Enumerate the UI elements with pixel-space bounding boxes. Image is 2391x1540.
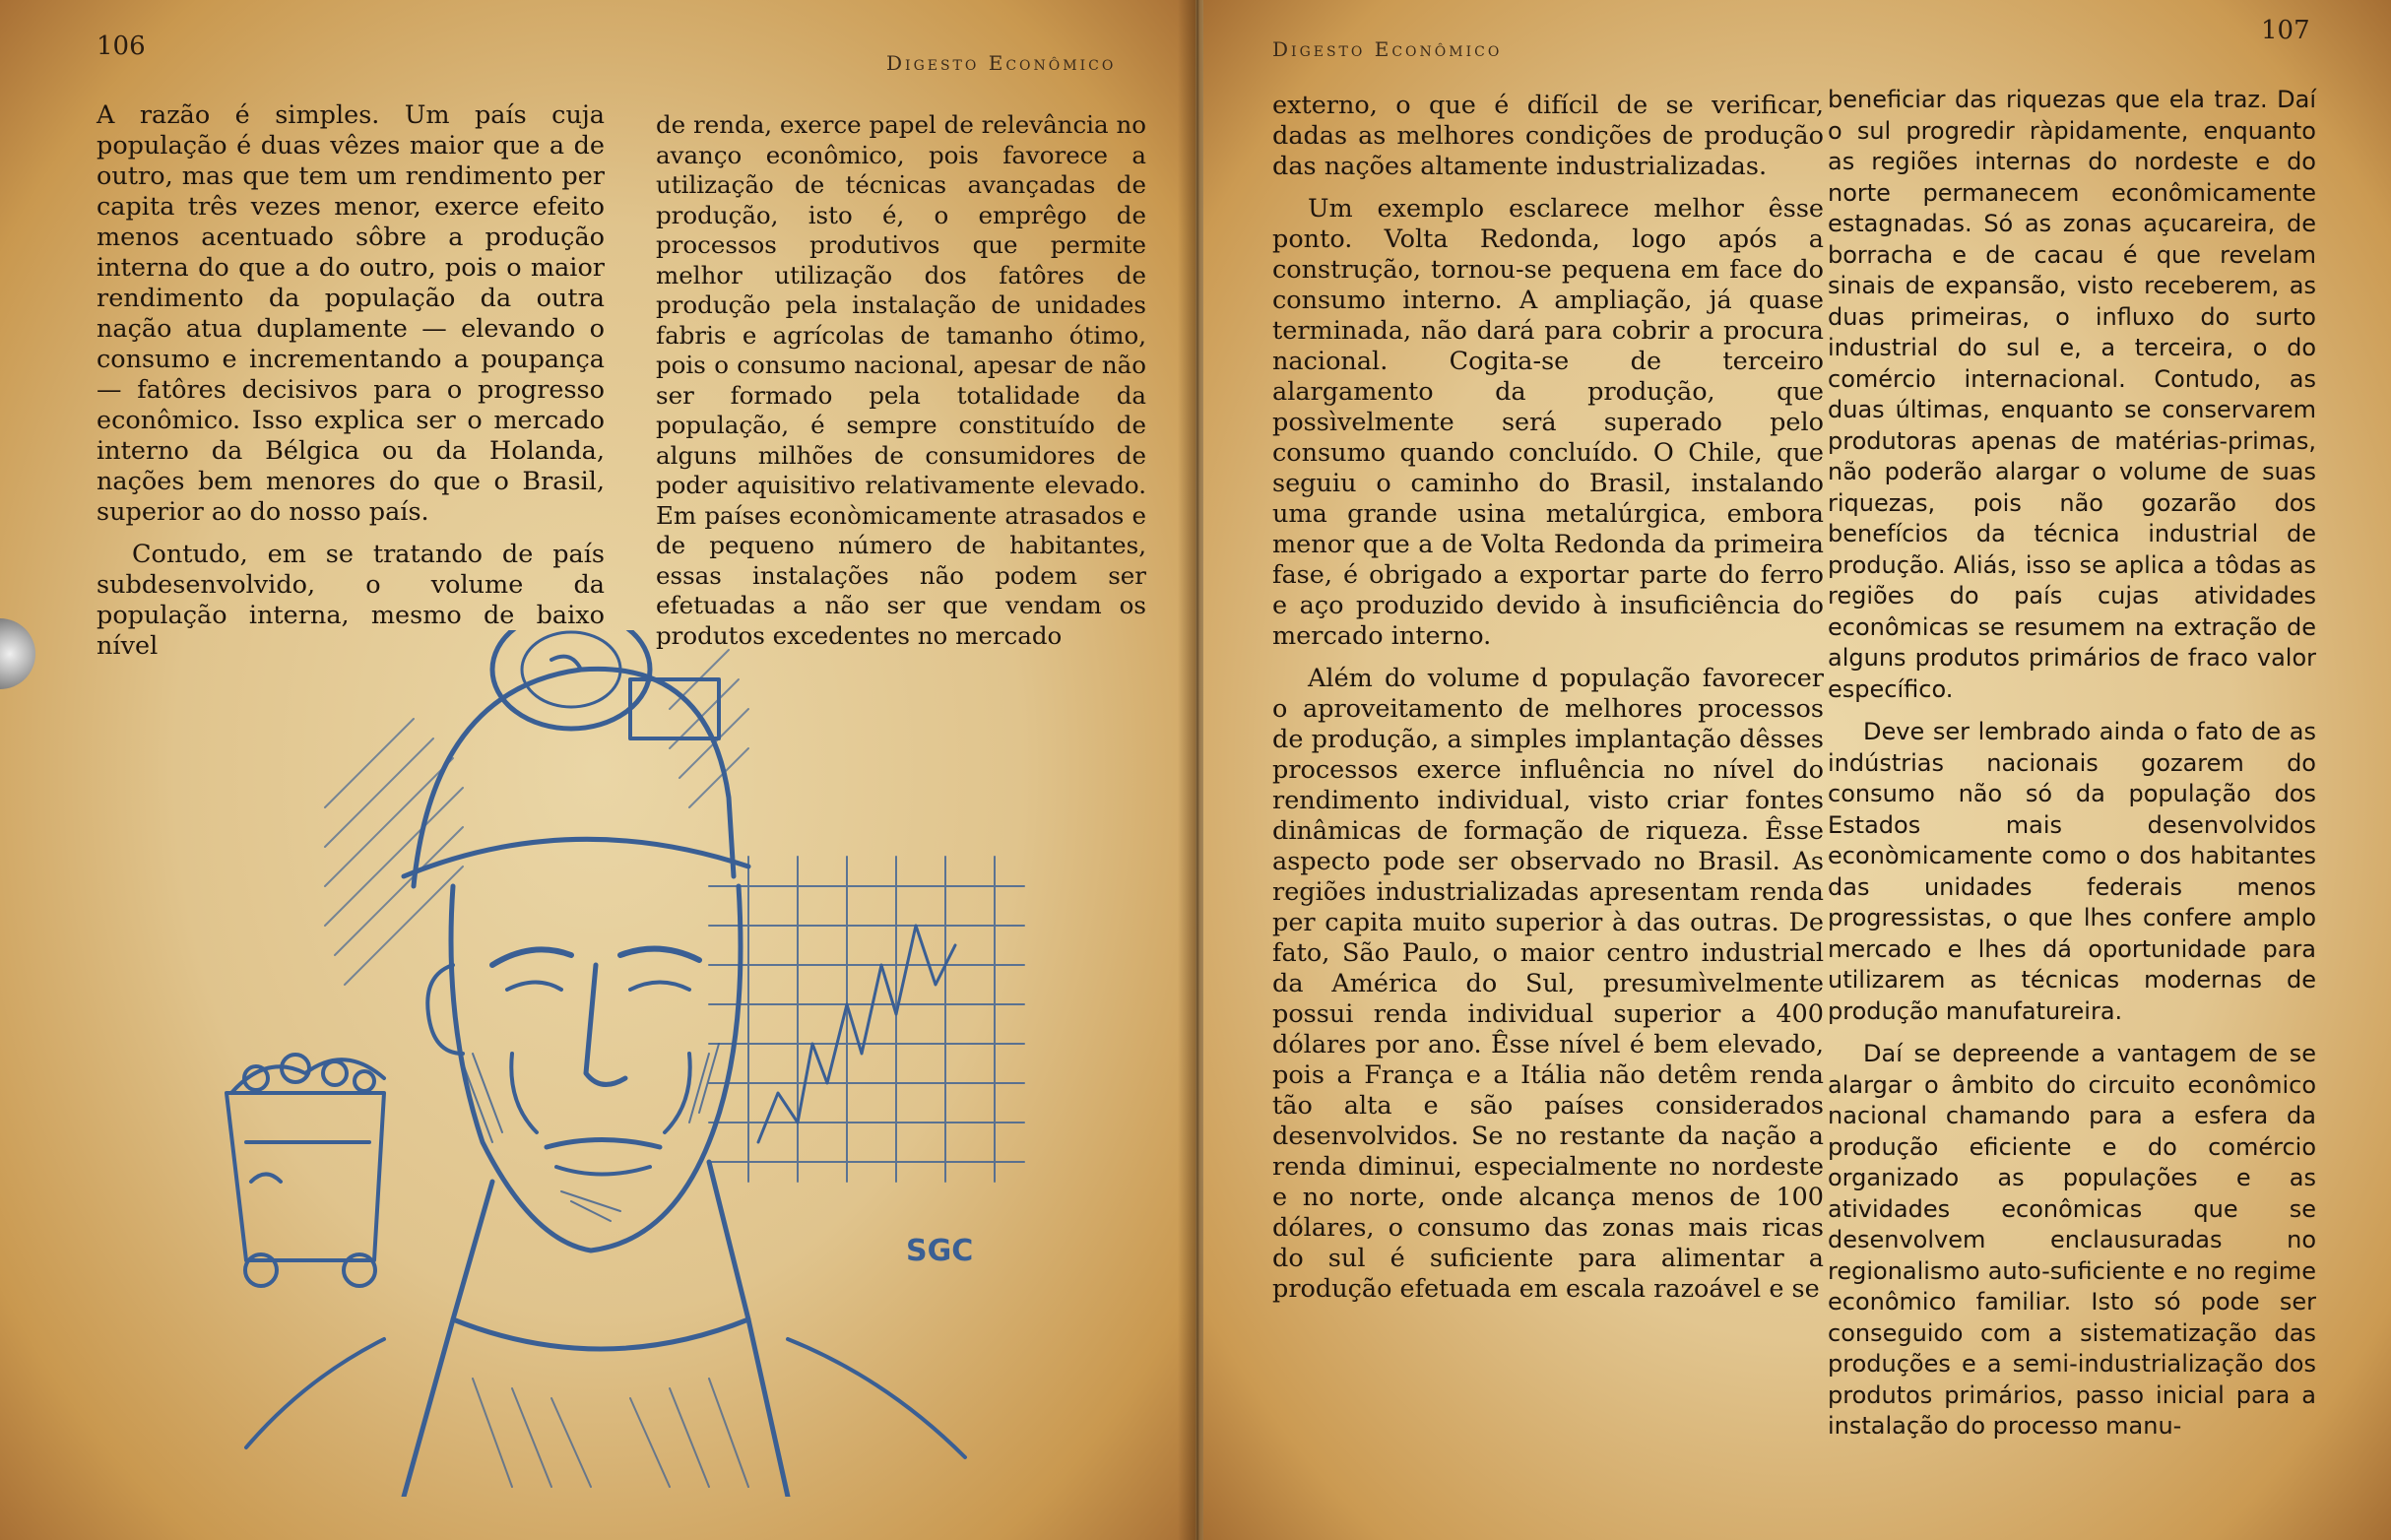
paragraph: beneficiar das riquezas que ela traz. Daí o sul progredir ràpidamente, enquanto as regiões internas do nordeste e do norte permanecem econômicamente estagnadas. Só as zonas açucareira, de borracha e de cacau é que revelam sinais de expansão, visto receberem, as duas primeiras, o influxo do surto industrial do sul e, a terceira, o do comércio internacional. Contudo, as duas últimas, enquanto se conservarem produtoras apenas de matérias-primas, não poderão alargar o volume de suas riquezas, pois não gozarão dos benefícios da técnica industrial de produção. Aliás, isso se aplica a tôdas as regiões do país cujas atividades econômicas se resumem na extração de alguns produtos primários de fraco valor específico. [1828, 86, 2316, 703]
ore-cart [226, 1055, 384, 1286]
left-column-1 [97, 100, 605, 674]
miner-illustration [158, 630, 1044, 1497]
paragraph: A razão é simples. Um país cuja população é duas vêzes maior que a de outro, mas que tem um rendimento per capita três vezes menor, exerce efeito menos acentuado sôbre a produção interna do que a do outro, pois o maior rendimento da população da outra nação atua duplamente — elevando o consumo e incrementando a poupança — fatôres decisivos para o progresso econômico. Isso explica ser o mercado interno da Bélgica ou da Holanda, nações bem menores do que o Brasil, superior ao do nosso país. [97, 100, 605, 527]
paragraph: Além do volume d população favorecer o aproveitamento de melhores processos de produção, a simples implantação dêsses processos exerce influência no nível do rendimento individual, visto criar fontes dinâmicas de formação de riqueza. Êsse aspecto pode ser observado no Brasil. As regiões industrializadas apresentam renda per capita muito superior à das outras. De fato, São Paulo, o maior centro industrial da América do Sul, presumìvelmente possui renda individual superior a 400 dólares por ano. Êsse nível é bem elevado, pois a França e a Itália não detêm renda tão alta e são países considerados desenvolvidos. Se no restante da nação a renda diminui, especialmente no nordeste e no norte, onde alcança menos de 100 dólares, o consumo das zonas mais ricas do sul é suficiente para alimentar a produção efetuada em escala razoável e se [1272, 664, 1824, 1304]
right-column-2 [1828, 85, 2316, 1454]
graph-grid [709, 857, 1024, 1182]
artist-signature: SGC [906, 1234, 974, 1268]
paragraph: Contudo, em se tratando de país subdesenvolvido, o volume da população interna, mesmo de baixo nível [97, 540, 605, 661]
collar [404, 1182, 492, 1497]
binder-ring [0, 618, 35, 689]
graph-line [758, 926, 955, 1142]
running-head-left: Digesto Econômico [886, 51, 1117, 75]
paragraph: Um exemplo esclarece melhor êsse ponto. Volta Redonda, logo após a construção, tornou-se pequena em face do consumo interno. A ampliação, já quase terminada, não dará para cobrir a procura nacional. Cogita-se de terceiro alargamento da produção, que possìvelmente será superado pelo consumo quando concluído. O Chile, que seguiu o caminho do Brasil, instalando uma grande usina metalúrgica, embora menor que a de Volta Redonda da primeira fase, é obrigado a exportar parte do ferro e aço produzido devido à insuficiência do mercado interno. [1272, 194, 1824, 651]
right-page [1203, 0, 2391, 1540]
paragraph: Deve ser lembrado ainda o fato de as indústrias nacionais gozarem do consumo não só da população dos Estados mais desenvolvidos econòmicamente como o dos habitantes das unidades federais menos progressistas, o que lhes confere amplo mercado e lhes dá oportunidade para utilizarem as técnicas modernas de produção manufatureira. [1828, 718, 2316, 1025]
left-column-2 [656, 110, 1146, 663]
paragraph: externo, o que é difícil de se verificar, dadas as melhores condições de produção das nações altamente industrializadas. [1272, 91, 1824, 181]
paragraph: de renda, exerce papel de relevância no avanço econômico, pois favorece a utilização de técnicas avançadas de produção, isto é, o emprêgo de processos produtivos que permite melhor utilização dos fatôres de produção pela instalação de unidades fabris e agrícolas de tamanho ótimo, pois o consumo nacional, apesar de não ser formado pela totalidade da população, é sempre constituído de alguns milhões de consumidores de poder aquisitivo relativamente elevado. Em países econòmicamente atrasados e de pequeno número de habitantes, essas instalações não podem ser efetuadas a não ser que vendam os produtos excedentes no mercado [656, 110, 1146, 650]
face [451, 886, 741, 1251]
running-head-right: Digesto Econômico [1272, 37, 1503, 61]
paragraph: Daí se depreende a vantagem de se alargar o âmbito do circuito econômico nacional chamando para a esfera da produção eficiente e do comércio organizado as populações e as atividades econômicas que se desenvolvem enclausuradas no regionalismo auto-suficiente e no regime econômico familiar. Isto só pode ser conseguido com a sistematização das produções e a semi-industrialização dos produtos primários, passo inicial para a instalação do processo manu- [1828, 1040, 2316, 1440]
headlamp [492, 630, 719, 738]
helmet [414, 669, 734, 886]
right-column-1 [1272, 91, 1824, 1316]
page-number-right: 107 [2261, 16, 2310, 45]
page-number-left: 106 [97, 32, 146, 61]
